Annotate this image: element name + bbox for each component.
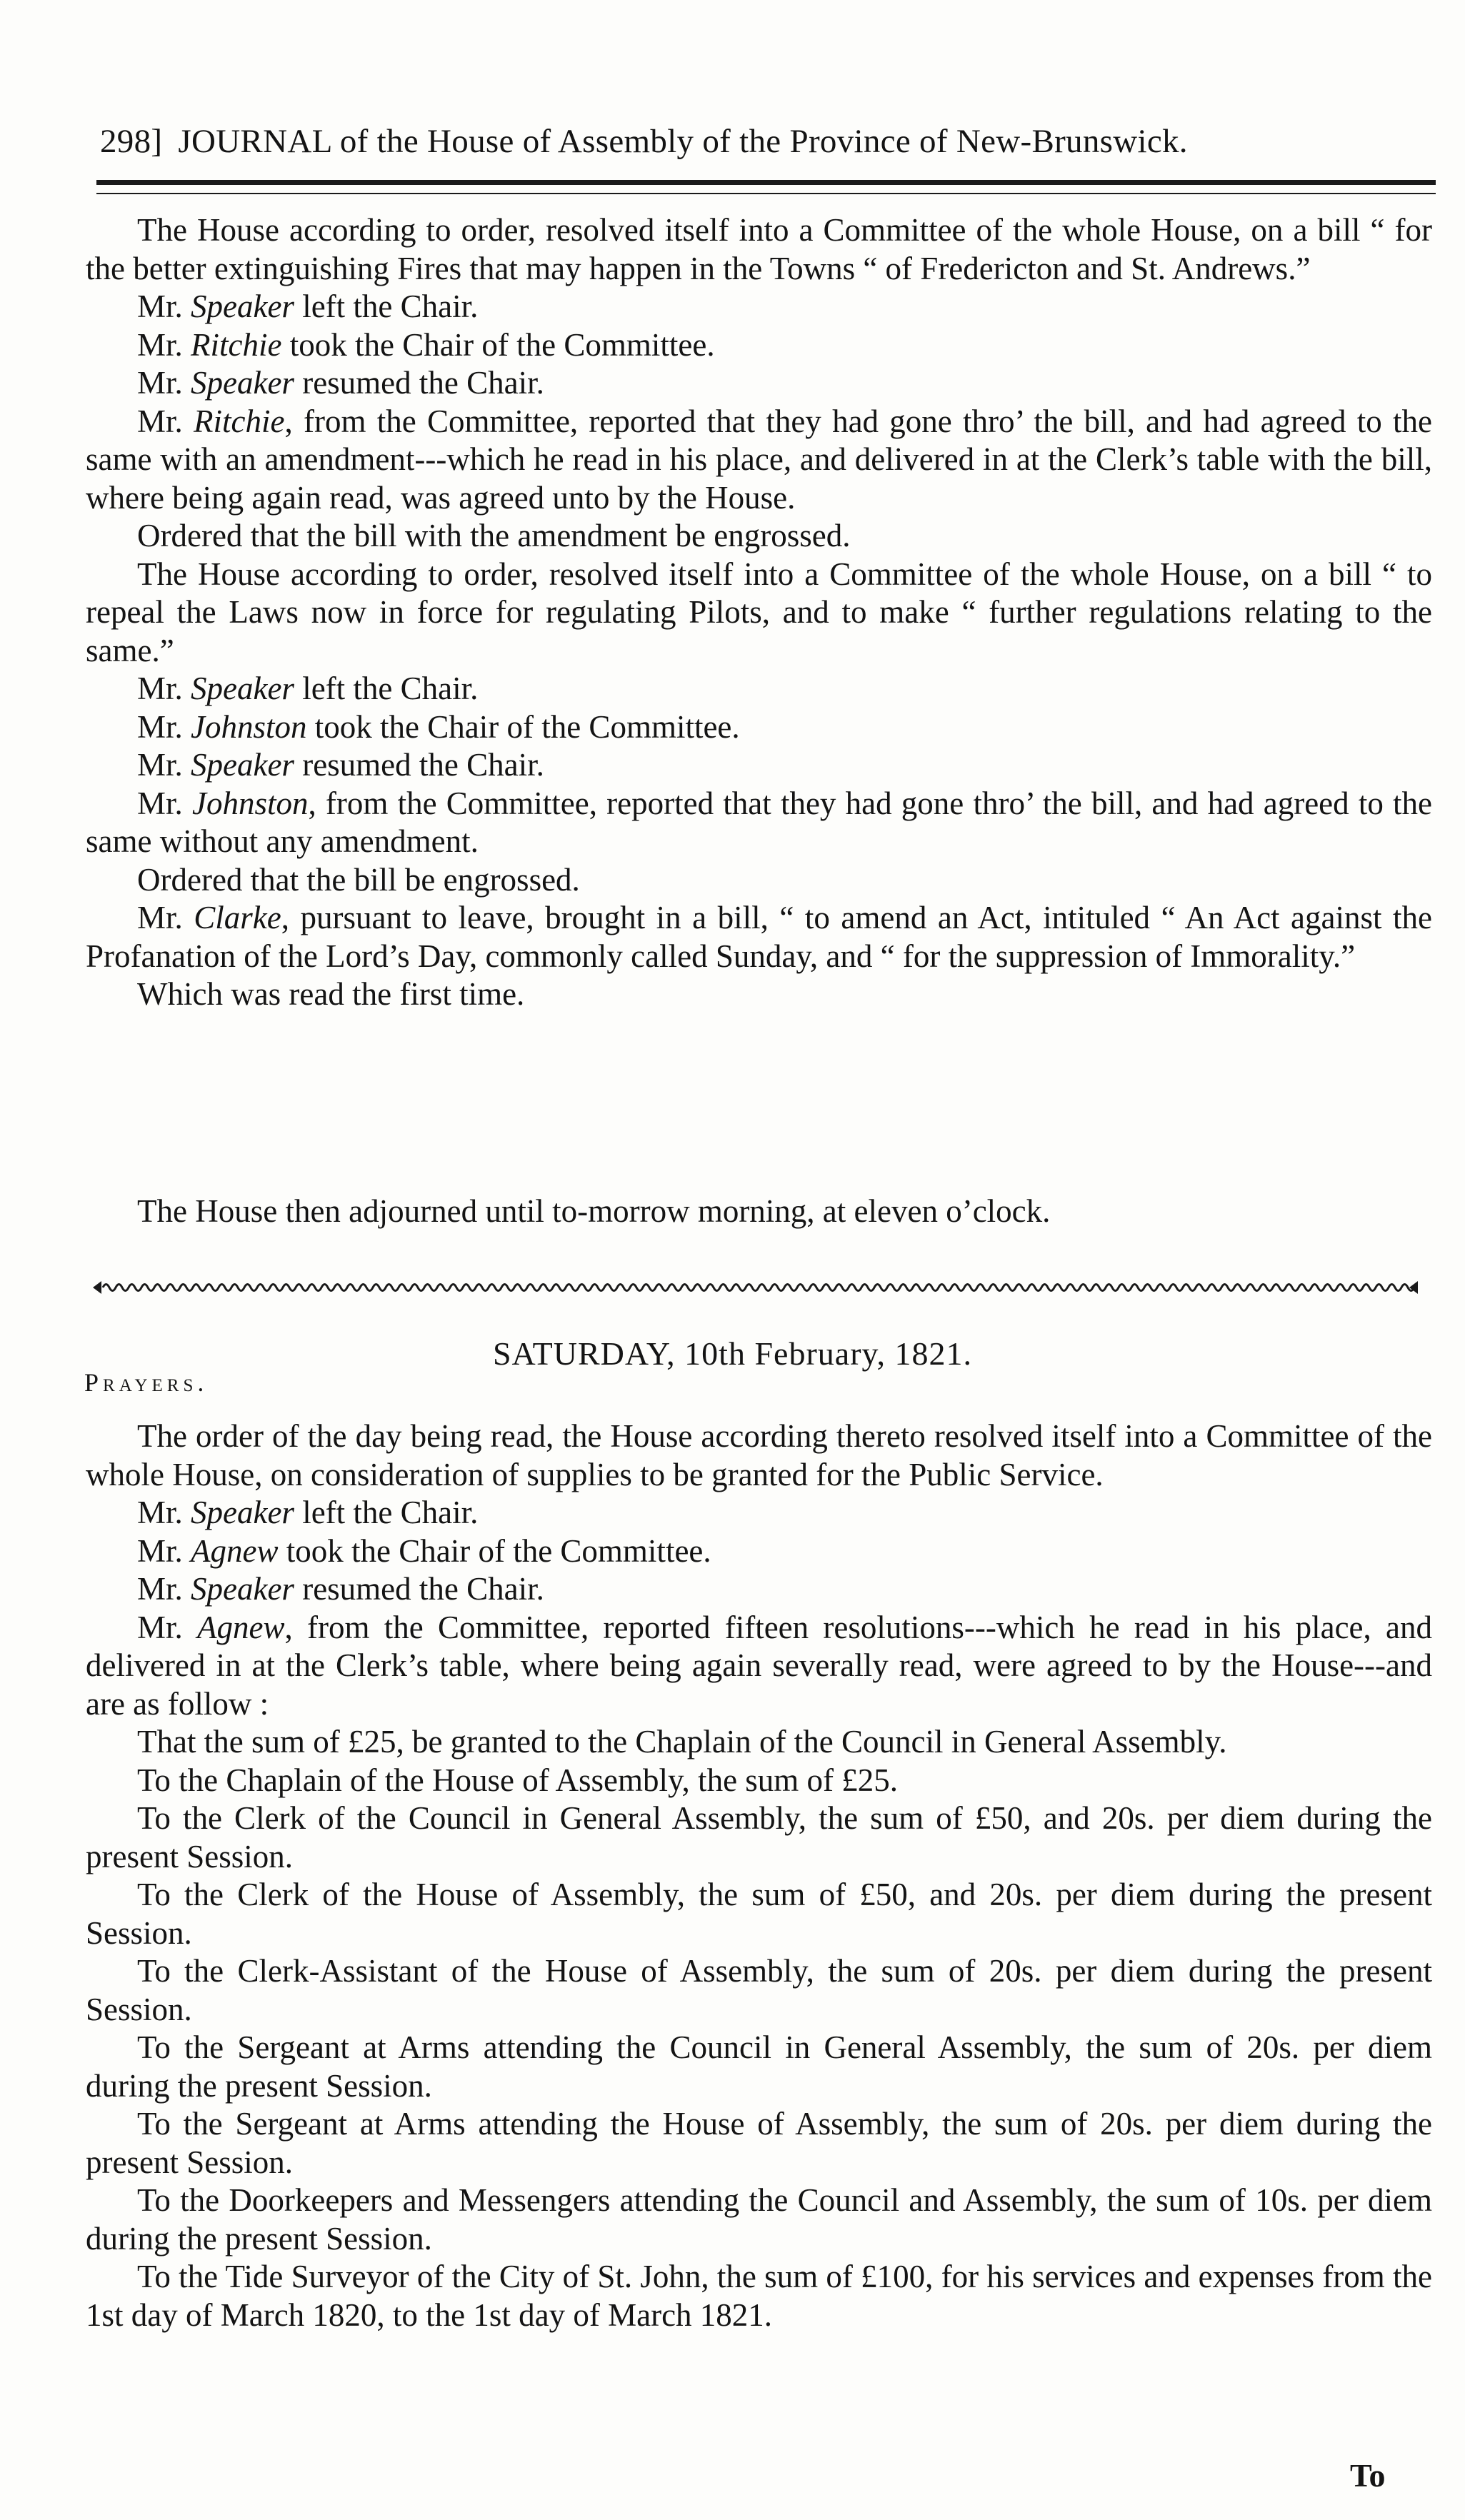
adjournment-text: The House then adjourned until to-morrow morning, at eleven o’clock. bbox=[137, 1193, 1051, 1229]
member-name: Ritchie bbox=[191, 326, 282, 363]
member-name: Speaker bbox=[191, 365, 294, 401]
journal-paragraph bbox=[86, 1952, 1432, 2029]
paragraph-text: resumed the Chair. bbox=[294, 1571, 544, 1607]
paragraph-text: took the Chair of the Committee. bbox=[281, 326, 715, 363]
paragraph-text: The House according to order, resolved itself into a Committee of the whole House, on a bill “ to repeal the Laws now in force for regulating Pilots, and to make “ further regulations relating to the same.” bbox=[86, 556, 1432, 668]
journal-paragraph bbox=[86, 1570, 1432, 1609]
journal-paragraph bbox=[86, 1723, 1432, 1762]
paragraph-text: took the Chair of the Committee. bbox=[306, 708, 740, 745]
saturday-proceedings bbox=[86, 1417, 1432, 2334]
paragraph-text: , pursuant to leave, brought in a bill, “ to amend an Act, intituled “ An Act against the Profanation of the Lord’s Day, commonly called Sunday, and “ for the suppression of Immorality.” bbox=[86, 900, 1432, 974]
journal-paragraph bbox=[86, 211, 1432, 288]
paragraph-text: Ordered that the bill with the amendment be engrossed. bbox=[137, 518, 851, 553]
paragraph-text: , from the Committee, reported fifteen resolutions---which he read in his place, and delivered in at the Clerk’s table, where being again severally read, were agreed to by the House---and are as follow : bbox=[86, 1609, 1433, 1722]
paragraph-text: took the Chair of the Committee. bbox=[278, 1532, 711, 1569]
friday-proceedings bbox=[86, 211, 1432, 1014]
paragraph-text: To the Clerk of the Council in General Assembly, the sum of £50, and 20s. per diem during the present Session. bbox=[86, 1800, 1432, 1874]
journal-paragraph bbox=[86, 403, 1432, 518]
paragraph-text: left the Chair. bbox=[294, 1495, 479, 1530]
paragraph-text: The House according to order, resolved itself into a Committee of the whole House, on a bill “ for the better extinguishing Fires that may happen in the Towns “ of Fredericton and St. Andrews.” bbox=[86, 212, 1432, 286]
paragraph-text: The order of the day being read, the House according thereto resolved itself into a Committee of the whole House, on consideration of supplies to be granted for the Public Service. bbox=[86, 1418, 1432, 1492]
paragraph-text: Ordered that the bill be engrossed. bbox=[137, 861, 580, 898]
journal-paragraph bbox=[86, 364, 1432, 403]
journal-paragraph bbox=[86, 899, 1432, 975]
journal-paragraph bbox=[86, 785, 1432, 861]
honorific: Mr. bbox=[137, 900, 194, 935]
member-name: Clarke bbox=[194, 900, 281, 935]
honorific: Mr. bbox=[137, 708, 191, 745]
member-name: Speaker bbox=[191, 1495, 294, 1530]
journal-paragraph bbox=[86, 1417, 1432, 1494]
page-number: 298] bbox=[100, 123, 163, 160]
journal-paragraph bbox=[86, 708, 1432, 747]
paragraph-text: Which was read the first time. bbox=[137, 976, 525, 1012]
honorific: Mr. bbox=[137, 747, 191, 783]
paragraph-text: That the sum of £25, be granted to the Chaplain of the Council in General Assembly. bbox=[137, 1724, 1227, 1760]
paragraph-text: To the Tide Surveyor of the City of St. John, the sum of £100, for his services and expenses from the 1st day of March 1820, to the 1st day of March 1821. bbox=[86, 2259, 1432, 2333]
header-rule-thick bbox=[96, 180, 1436, 185]
journal-paragraph bbox=[86, 326, 1432, 365]
journal-paragraph bbox=[86, 2258, 1432, 2334]
journal-paragraph bbox=[86, 1609, 1432, 1724]
wavy-divider bbox=[93, 1278, 1418, 1297]
journal-paragraph bbox=[86, 1532, 1432, 1571]
paragraph-text: left the Chair. bbox=[294, 288, 479, 324]
journal-paragraph bbox=[86, 2029, 1432, 2105]
paragraph-text: To the Doorkeepers and Messengers attending the Council and Assembly, the sum of 10s. per diem during the present Session. bbox=[86, 2182, 1432, 2257]
member-name: Speaker bbox=[191, 288, 294, 324]
prayers-label: Prayers. bbox=[84, 1368, 209, 1397]
catchword: To bbox=[1350, 2457, 1386, 2494]
paragraph-text: resumed the Chair. bbox=[294, 365, 544, 401]
header-rule-thin bbox=[96, 193, 1436, 194]
journal-paragraph bbox=[86, 1494, 1432, 1532]
honorific: Mr. bbox=[137, 1532, 191, 1569]
honorific: Mr. bbox=[137, 365, 191, 401]
member-name: Johnston bbox=[191, 785, 309, 821]
member-name: Agnew bbox=[191, 1532, 279, 1569]
honorific: Mr. bbox=[137, 1571, 191, 1607]
adjournment-block bbox=[86, 1193, 1432, 1231]
member-name: Johnston bbox=[191, 708, 307, 745]
paragraph-text: To the Clerk-Assistant of the House of Assembly, the sum of 20s. per diem during the present Session. bbox=[86, 1953, 1432, 2027]
journal-paragraph bbox=[86, 1876, 1432, 1952]
member-name: Ritchie bbox=[194, 403, 285, 439]
honorific: Mr. bbox=[137, 326, 191, 363]
paragraph-text: To the Sergeant at Arms attending the House of Assembly, the sum of 20s. per diem during the present Session. bbox=[86, 2106, 1432, 2180]
journal-paragraph bbox=[86, 556, 1432, 671]
journal-paragraph bbox=[86, 975, 1432, 1014]
journal-paragraph bbox=[86, 861, 1432, 900]
paragraph-text: resumed the Chair. bbox=[294, 747, 544, 783]
paragraph-text: To the Chaplain of the House of Assembly, the sum of £25. bbox=[137, 1762, 899, 1798]
honorific: Mr. bbox=[137, 785, 192, 821]
journal-paragraph bbox=[86, 517, 1432, 556]
journal-paragraph bbox=[86, 670, 1432, 708]
paragraph-text: left the Chair. bbox=[294, 671, 479, 706]
member-name: Speaker bbox=[191, 671, 294, 706]
member-name: Speaker bbox=[191, 1571, 294, 1607]
honorific: Mr. bbox=[137, 1609, 198, 1645]
paragraph-text: To the Clerk of the House of Assembly, the sum of £50, and 20s. per diem during the present Session. bbox=[86, 1877, 1432, 1951]
journal-paragraph bbox=[86, 2182, 1432, 2258]
member-name: Agnew bbox=[197, 1609, 285, 1645]
journal-paragraph bbox=[86, 2105, 1432, 2182]
paragraph-text: To the Sergeant at Arms attending the Council in General Assembly, the sum of 20s. per diem during the present Session. bbox=[86, 2029, 1432, 2104]
honorific: Mr. bbox=[137, 1495, 191, 1530]
journal-paragraph bbox=[86, 746, 1432, 785]
journal-paragraph bbox=[86, 1799, 1432, 1876]
running-header bbox=[100, 120, 1436, 163]
paragraph-text: , from the Committee, reported that they had gone thro’ the bill, and had agreed to the same with an amendment---which he read in his place, and delivered in at the Clerk’s table with the bill, where being again read, was agreed unto by the House. bbox=[86, 403, 1433, 516]
journal-paragraph bbox=[86, 1762, 1432, 1800]
member-name: Speaker bbox=[191, 747, 294, 783]
date-heading: SATURDAY, 10th February, 1821. bbox=[492, 1335, 973, 1372]
honorific: Mr. bbox=[137, 671, 191, 706]
honorific: Mr. bbox=[137, 288, 191, 324]
honorific: Mr. bbox=[137, 403, 194, 439]
journal-title: JOURNAL of the House of Assembly of the Province of New-Brunswick. bbox=[178, 123, 1188, 160]
journal-paragraph bbox=[86, 288, 1432, 326]
paragraph-text: , from the Committee, reported that they had gone thro’ the bill, and had agreed to the same without any amendment. bbox=[86, 785, 1433, 859]
